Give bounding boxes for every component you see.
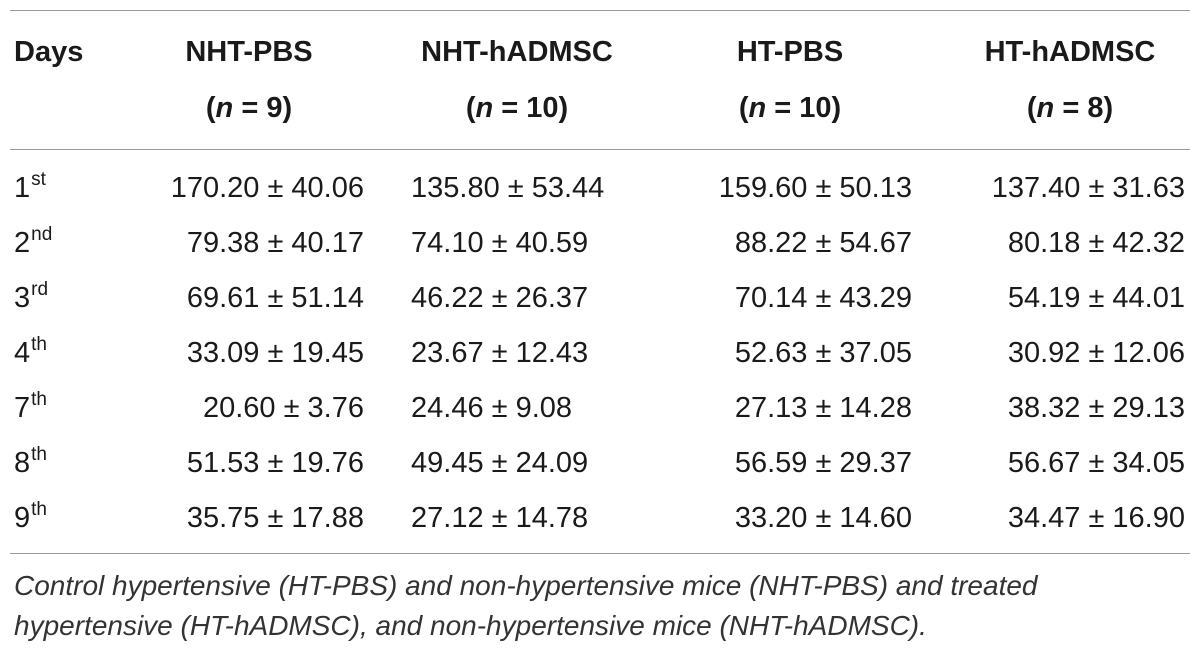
cell-nht-pbs: 33.09 ± 19.45 xyxy=(186,337,364,369)
cell-ht-hadmsc: 30.92 ± 12.06 xyxy=(1007,337,1185,369)
column-header-n: (n = 10) xyxy=(465,92,569,124)
cell-nht-pbs: 69.61 ± 51.14 xyxy=(186,282,364,314)
day-number: 4 xyxy=(14,337,31,369)
table-caption: Control hypertensive (HT-PBS) and non-hypertensive mice (NHT-PBS) and treated hypertensive (HT-hADMSC), and non-hypertensive mice (NHT-hADMSC). xyxy=(14,570,1038,641)
column-header-n: (n = 8) xyxy=(1026,92,1114,124)
cell-ht-pbs: 56.59 ± 29.37 xyxy=(734,447,912,479)
n-value: = 9) xyxy=(233,92,293,124)
column-header-name: HT-hADMSC xyxy=(984,36,1156,68)
cell-ht-pbs: 33.20 ± 14.60 xyxy=(734,502,912,534)
cell-ht-hadmsc: 34.47 ± 16.90 xyxy=(1007,502,1185,534)
day-suffix: th xyxy=(31,499,47,520)
column-header-name: NHT-PBS xyxy=(185,36,313,68)
column-header-ht-pbs xyxy=(660,38,920,123)
day-cell xyxy=(14,224,53,259)
column-header-ht-hadmsc xyxy=(945,38,1195,123)
cell-nht-hadmsc: 24.46 ± 9.08 xyxy=(411,392,573,424)
cell-nht-pbs: 51.53 ± 19.76 xyxy=(186,447,364,479)
cell-ht-pbs: 88.22 ± 54.67 xyxy=(734,227,912,259)
cell-nht-hadmsc: 74.10 ± 40.59 xyxy=(411,227,589,259)
cell-nht-pbs: 35.75 ± 17.88 xyxy=(186,502,364,534)
day-suffix: st xyxy=(31,169,46,190)
cell-nht-hadmsc: 23.67 ± 12.43 xyxy=(411,337,589,369)
column-header-n: (n = 10) xyxy=(738,92,842,124)
cell-ht-hadmsc: 56.67 ± 34.05 xyxy=(1007,447,1185,479)
table-row xyxy=(0,276,1200,322)
day-suffix: rd xyxy=(31,279,49,300)
table-row xyxy=(0,441,1200,487)
day-number: 1 xyxy=(14,172,31,204)
column-header-nht-hadmsc xyxy=(392,38,642,123)
n-value: = 10) xyxy=(493,92,569,124)
day-suffix: th xyxy=(31,334,47,355)
column-header-name: HT-PBS xyxy=(736,36,844,68)
cell-nht-pbs: 79.38 ± 40.17 xyxy=(186,227,364,259)
table-row xyxy=(0,166,1200,212)
header-rule xyxy=(10,149,1190,150)
day-suffix: nd xyxy=(31,224,53,245)
day-number: 2 xyxy=(14,227,31,259)
day-suffix: th xyxy=(31,444,47,465)
column-header-nht-pbs xyxy=(140,38,358,123)
cell-ht-pbs: 52.63 ± 37.05 xyxy=(734,337,912,369)
n-symbol: n xyxy=(475,92,494,124)
day-number: 9 xyxy=(14,502,31,534)
day-cell xyxy=(14,169,46,204)
cell-ht-hadmsc: 80.18 ± 42.32 xyxy=(1007,227,1185,259)
cell-ht-pbs: 159.60 ± 50.13 xyxy=(718,172,912,204)
cell-nht-hadmsc: 27.12 ± 14.78 xyxy=(411,502,589,534)
column-header-name: NHT-hADMSC xyxy=(421,36,613,68)
n-symbol: n xyxy=(1036,92,1055,124)
cell-nht-hadmsc: 46.22 ± 26.37 xyxy=(411,282,589,314)
day-cell xyxy=(14,389,47,424)
day-cell xyxy=(14,499,47,534)
day-number: 7 xyxy=(14,392,31,424)
cell-ht-hadmsc: 38.32 ± 29.13 xyxy=(1007,392,1185,424)
day-cell xyxy=(14,279,49,314)
cell-ht-hadmsc: 137.40 ± 31.63 xyxy=(991,172,1185,204)
cell-nht-pbs: 170.20 ± 40.06 xyxy=(170,172,364,204)
cell-nht-hadmsc: 49.45 ± 24.09 xyxy=(411,447,589,479)
cell-ht-pbs: 70.14 ± 43.29 xyxy=(734,282,912,314)
n-value: = 10) xyxy=(766,92,842,124)
n-symbol: n xyxy=(748,92,767,124)
n-symbol: n xyxy=(215,92,234,124)
day-cell xyxy=(14,334,47,369)
day-number: 3 xyxy=(14,282,31,314)
cell-ht-hadmsc: 54.19 ± 44.01 xyxy=(1007,282,1185,314)
day-number: 8 xyxy=(14,447,31,479)
table-top-rule xyxy=(10,10,1190,11)
cell-nht-pbs: 20.60 ± 3.76 xyxy=(202,392,364,424)
column-header-n: (n = 9) xyxy=(205,92,293,124)
table-row xyxy=(0,221,1200,267)
table-row xyxy=(0,386,1200,432)
day-cell xyxy=(14,444,47,479)
n-value: = 8) xyxy=(1054,92,1114,124)
table-row xyxy=(0,496,1200,542)
day-suffix: th xyxy=(31,389,47,410)
days-header: Days xyxy=(14,36,84,68)
cell-ht-pbs: 27.13 ± 14.28 xyxy=(734,392,912,424)
table-bottom-rule xyxy=(10,553,1190,554)
cell-nht-hadmsc: 135.80 ± 53.44 xyxy=(411,172,605,204)
table-row xyxy=(0,331,1200,377)
